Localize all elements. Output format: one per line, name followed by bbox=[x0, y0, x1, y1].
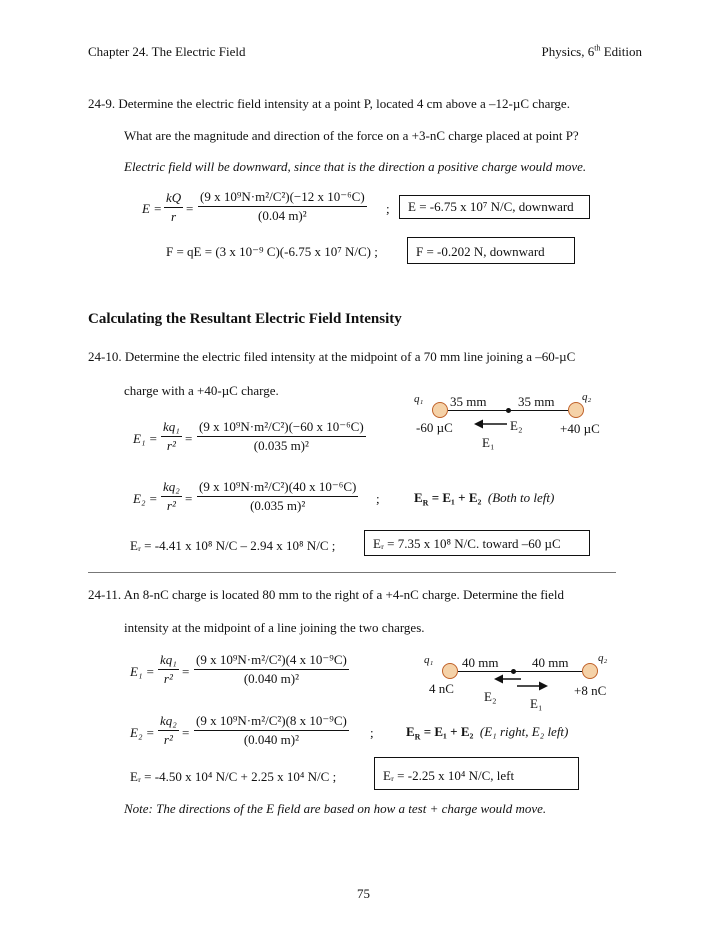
er-answer-box-2: Eᵣ = -2.25 x 10⁴ N/C, left bbox=[374, 757, 579, 790]
problem-24-10-statement: 24-10. Determine the electric filed intensity at the midpoint of a 70 mm line joining a –60-µC bbox=[88, 349, 576, 364]
charge-1-circle bbox=[432, 402, 448, 418]
charge-1b-value: 4 nC bbox=[429, 681, 454, 696]
problem-24-11-statement: 24-11. An 8-nC charge is located 80 mm to the right of a +4-nC charge. Determine the field bbox=[88, 587, 565, 602]
e2-kq-fraction bbox=[161, 479, 182, 514]
e2b-value-fraction bbox=[194, 713, 349, 748]
e-lhs: E bbox=[142, 201, 150, 216]
chapter-title: Chapter 24. The Electric Field bbox=[88, 44, 246, 59]
distance-2b: 40 mm bbox=[532, 655, 569, 670]
e2-eq-sign: = bbox=[185, 491, 193, 506]
e-kq-den: r bbox=[164, 207, 183, 225]
distance-1: 35 mm bbox=[450, 394, 487, 409]
sum-rule-2 bbox=[406, 724, 568, 740]
e2b-kq-den: r² bbox=[158, 730, 179, 748]
e-answer-box: E = -6.75 x 10⁷ N/C, downward bbox=[399, 195, 590, 219]
sum-rule-2-rest: = E₁ + E₂ bbox=[420, 724, 474, 739]
e1-eq-sign: = bbox=[185, 431, 193, 446]
book-title-post: Edition bbox=[600, 44, 642, 59]
e2b-kq-fraction bbox=[158, 713, 179, 748]
midpoint-dot bbox=[506, 408, 511, 413]
e1-kq-num: kq₁ bbox=[163, 419, 180, 434]
e2b-value-den: (0.040 m)² bbox=[194, 730, 349, 748]
section-title: Calculating the Resultant Electric Field Intensity bbox=[88, 311, 402, 327]
problem-24-11-statement2: intensity at the midpoint of a line joining the two charges. bbox=[124, 620, 425, 635]
field-label-e2: E₂ bbox=[510, 418, 523, 433]
e1-lhs-text: E₁ bbox=[133, 431, 146, 446]
e-eq-sign: = bbox=[186, 201, 194, 216]
charge-2-circle bbox=[568, 402, 584, 418]
e-semicolon: ; bbox=[386, 201, 390, 216]
sum-rule-2-sub: R bbox=[414, 732, 421, 742]
e1b-kq-den: r² bbox=[158, 669, 179, 687]
force-equation: F = qE = (3 x 10⁻⁹ C)(-6.75 x 10⁷ N/C) ; bbox=[166, 244, 378, 259]
e1-lhs: E₁ = bbox=[133, 431, 158, 446]
distance-2: 35 mm bbox=[518, 394, 555, 409]
e2b-lhs: E₂ = bbox=[130, 725, 155, 740]
e-symbol: E = bbox=[142, 201, 162, 216]
e1b-eq-sign: = bbox=[182, 664, 190, 679]
e2-value-den: (0.035 m)² bbox=[197, 496, 358, 514]
problem-24-9-note: Electric field will be downward, since that is the direction a positive charge would move. bbox=[124, 159, 587, 174]
e1b-value-num: (9 x 10⁹N·m²/C²)(4 x 10⁻⁹C) bbox=[196, 652, 347, 667]
e-value-den: (0.04 m)² bbox=[198, 206, 367, 224]
e2-kq-num: kq₂ bbox=[163, 479, 180, 494]
e2-value-num: (9 x 10⁹N·m²/C²)(40 x 10⁻⁶C) bbox=[199, 479, 357, 494]
e1b-lhs-text: E₁ bbox=[130, 664, 143, 679]
e1b-value-den: (0.040 m)² bbox=[194, 669, 349, 687]
e2b-eq-sign: = bbox=[182, 725, 190, 740]
force-answer-box: F = -0.202 N, downward bbox=[407, 237, 575, 264]
problem-24-10-statement2: charge with a +40-µC charge. bbox=[124, 383, 279, 398]
e-kq-fraction bbox=[164, 190, 183, 225]
field-label-e2b: E₂ bbox=[484, 689, 497, 704]
er-equation-2: Eᵣ = -4.50 x 10⁴ N/C + 2.25 x 10⁴ N/C ; bbox=[130, 769, 337, 784]
q1-label-2: q₁ bbox=[424, 654, 434, 666]
sum-rule-e: E bbox=[414, 490, 423, 505]
book-title bbox=[542, 44, 643, 60]
field-label-e1b: E₁ bbox=[530, 696, 543, 711]
e1-kq-fraction bbox=[161, 419, 182, 454]
q2-label: q₂ bbox=[582, 391, 592, 403]
charge-1b-circle bbox=[442, 663, 458, 679]
e2b-value-num: (9 x 10⁹N·m²/C²)(8 x 10⁻⁹C) bbox=[196, 713, 347, 728]
field-arrow-icon bbox=[474, 419, 508, 429]
charge-2b-value: +8 nC bbox=[574, 683, 607, 698]
direction-note: Note: The directions of the E field are based on how a test + charge would move. bbox=[124, 801, 547, 816]
e2b-lhs-text: E₂ bbox=[130, 725, 143, 740]
page-number: 75 bbox=[357, 886, 370, 901]
e2b-semicolon: ; bbox=[370, 725, 374, 740]
er-answer-box: Eᵣ = 7.35 x 10⁸ N/C. toward –60 µC bbox=[364, 530, 590, 556]
charge-1-value: -60 µC bbox=[416, 420, 453, 435]
charge-2b-circle bbox=[582, 663, 598, 679]
e1-value-fraction bbox=[197, 419, 366, 454]
e-value-num: (9 x 10⁹N·m²/C²)(−12 x 10⁻⁶C) bbox=[200, 189, 365, 204]
e2-kq-den: r² bbox=[161, 496, 182, 514]
charge-2-value: +40 µC bbox=[560, 421, 600, 436]
sum-rule-2-e: E bbox=[406, 724, 415, 739]
sum-rule-sub: R bbox=[422, 498, 429, 508]
e2-semicolon: ; bbox=[376, 491, 380, 506]
e-kq-num: kQ bbox=[166, 190, 182, 205]
e2b-kq-num: kq₂ bbox=[160, 713, 177, 728]
e2-lhs-text: E₂ bbox=[133, 491, 146, 506]
e-value-fraction bbox=[198, 189, 367, 224]
distance-1b: 40 mm bbox=[462, 655, 499, 670]
book-title-pre: Physics, 6 bbox=[541, 44, 595, 59]
e1b-kq-num: kq₁ bbox=[160, 652, 177, 667]
e1b-lhs: E₁ = bbox=[130, 664, 155, 679]
e1-value-den: (0.035 m)² bbox=[197, 436, 366, 454]
axis-line-2 bbox=[458, 671, 582, 672]
e1-value-num: (9 x 10⁹N·m²/C²)(−60 x 10⁻⁶C) bbox=[199, 419, 364, 434]
er-equation: Eᵣ = -4.41 x 10⁸ N/C – 2.94 x 10⁸ N/C ; bbox=[130, 538, 336, 553]
q1-label: q₁ bbox=[414, 393, 424, 405]
sum-rule-2-note: (E₁ right, E₂ left) bbox=[479, 724, 569, 739]
problem-24-9-question: What are the magnitude and direction of the force on a +3-nC charge placed at point P? bbox=[124, 128, 579, 143]
q2-label-2: q₂ bbox=[598, 652, 608, 664]
book-title-sup: th bbox=[594, 43, 601, 53]
e1b-value-fraction bbox=[194, 652, 349, 687]
problem-24-9-statement: 24-9. Determine the electric field intensity at a point P, located 4 cm above a –12-µC charge. bbox=[88, 96, 570, 111]
e1b-kq-fraction bbox=[158, 652, 179, 687]
sum-rule-note: (Both to left) bbox=[487, 490, 555, 505]
sum-rule-rest: = E₁ + E₂ bbox=[428, 490, 482, 505]
e2-value-fraction bbox=[197, 479, 358, 514]
field-label-e1: E₁ bbox=[482, 435, 495, 450]
e1-kq-den: r² bbox=[161, 436, 182, 454]
sum-rule bbox=[414, 490, 554, 506]
divider bbox=[88, 572, 616, 573]
field-arrow-right-icon bbox=[517, 681, 549, 691]
e2-lhs: E₂ = bbox=[133, 491, 158, 506]
